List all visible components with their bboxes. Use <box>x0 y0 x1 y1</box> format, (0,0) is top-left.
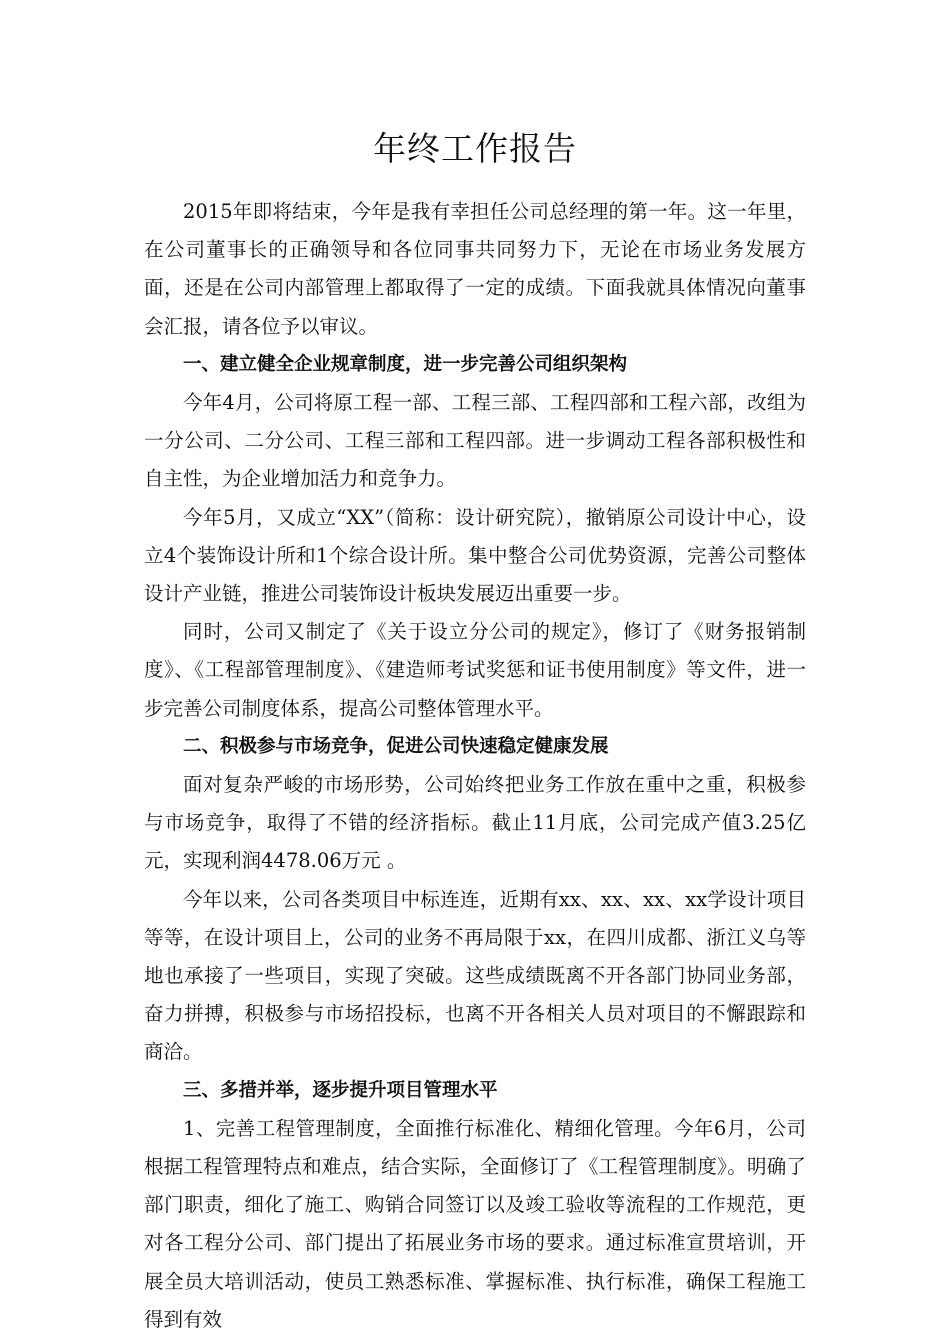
section-1-heading: 一、建立健全企业规章制度，进一步完善公司组织架构 <box>183 353 628 375</box>
document-title: 年终工作报告 <box>373 129 577 168</box>
document-body <box>144 193 806 1339</box>
intro-paragraph: 2015年即将结束，今年是我有幸担任公司总经理的第一年。这一年里，在公司董事长的正确领导和各位同事共同努力下，无论在市场业务发展方面，还是在公司内部管理上都取得了一定的成绩。下面我就具体情况向董事会汇报，请各位予以审议。 <box>144 200 806 338</box>
section-1-paragraph-3: 同时，公司又制定了《关于设立分公司的规定》，修订了《财务报销制度》、《工程部管理制度》、《建造师考试奖惩和证书使用制度》等文件，进一步完善公司制度体系，提高公司整体管理水平。 <box>144 620 806 720</box>
section-1-paragraph-1: 今年4月，公司将原工程一部、工程三部、工程四部和工程六部，改组为一分公司、二分公司、工程三部和工程四部。进一步调动工程各部积极性和自主性，为企业增加活力和竞争力。 <box>144 391 806 491</box>
section-3-heading: 三、多措并举，逐步提升项目管理水平 <box>183 1079 498 1101</box>
section-2-heading: 二、积极参与市场竞争，促进公司快速稳定健康发展 <box>183 735 609 757</box>
section-3-paragraph-1: 1、完善工程管理制度，全面推行标准化、精细化管理。今年6月，公司根据工程管理特点和难点，结合实际，全面修订了《工程管理制度》。明确了部门职责，细化了施工、购销合同签订以及竣工验收等流程的工作规范，更对各工程分公司、部门提出了拓展业务市场的要求。通过标准宣贯培训，开展全员大培训活动，使员工熟悉标准、掌握标准、执行标准，确保工程施工得到有效 <box>144 1116 806 1331</box>
section-2-paragraph-1: 面对复杂严峻的市场形势，公司始终把业务工作放在重中之重，积极参与市场竞争，取得了不错的经济指标。截止11月底，公司完成产值3.25亿元，实现利润4478.06万元 。 <box>144 773 806 873</box>
section-2-paragraph-2: 今年以来，公司各类项目中标连连，近期有xx、xx、xx、xx学设计项目等等，在设计项目上，公司的业务不再局限于xx，在四川成都、浙江义乌等地也承接了一些项目，实现了突破。这些成绩既离不开各部门协同业务部，奋力拼搏，积极参与市场招投标，也离不开各相关人员对项目的不懈跟踪和商洽。 <box>144 887 806 1064</box>
section-1-paragraph-2: 今年5月，又成立“XX”（简称：设计研究院），撤销原公司设计中心，设立4个装饰设计所和1个综合设计所。集中整合公司优势资源，完善公司整体设计产业链，推进公司装饰设计板块发展迈出重要一步。 <box>144 505 806 606</box>
